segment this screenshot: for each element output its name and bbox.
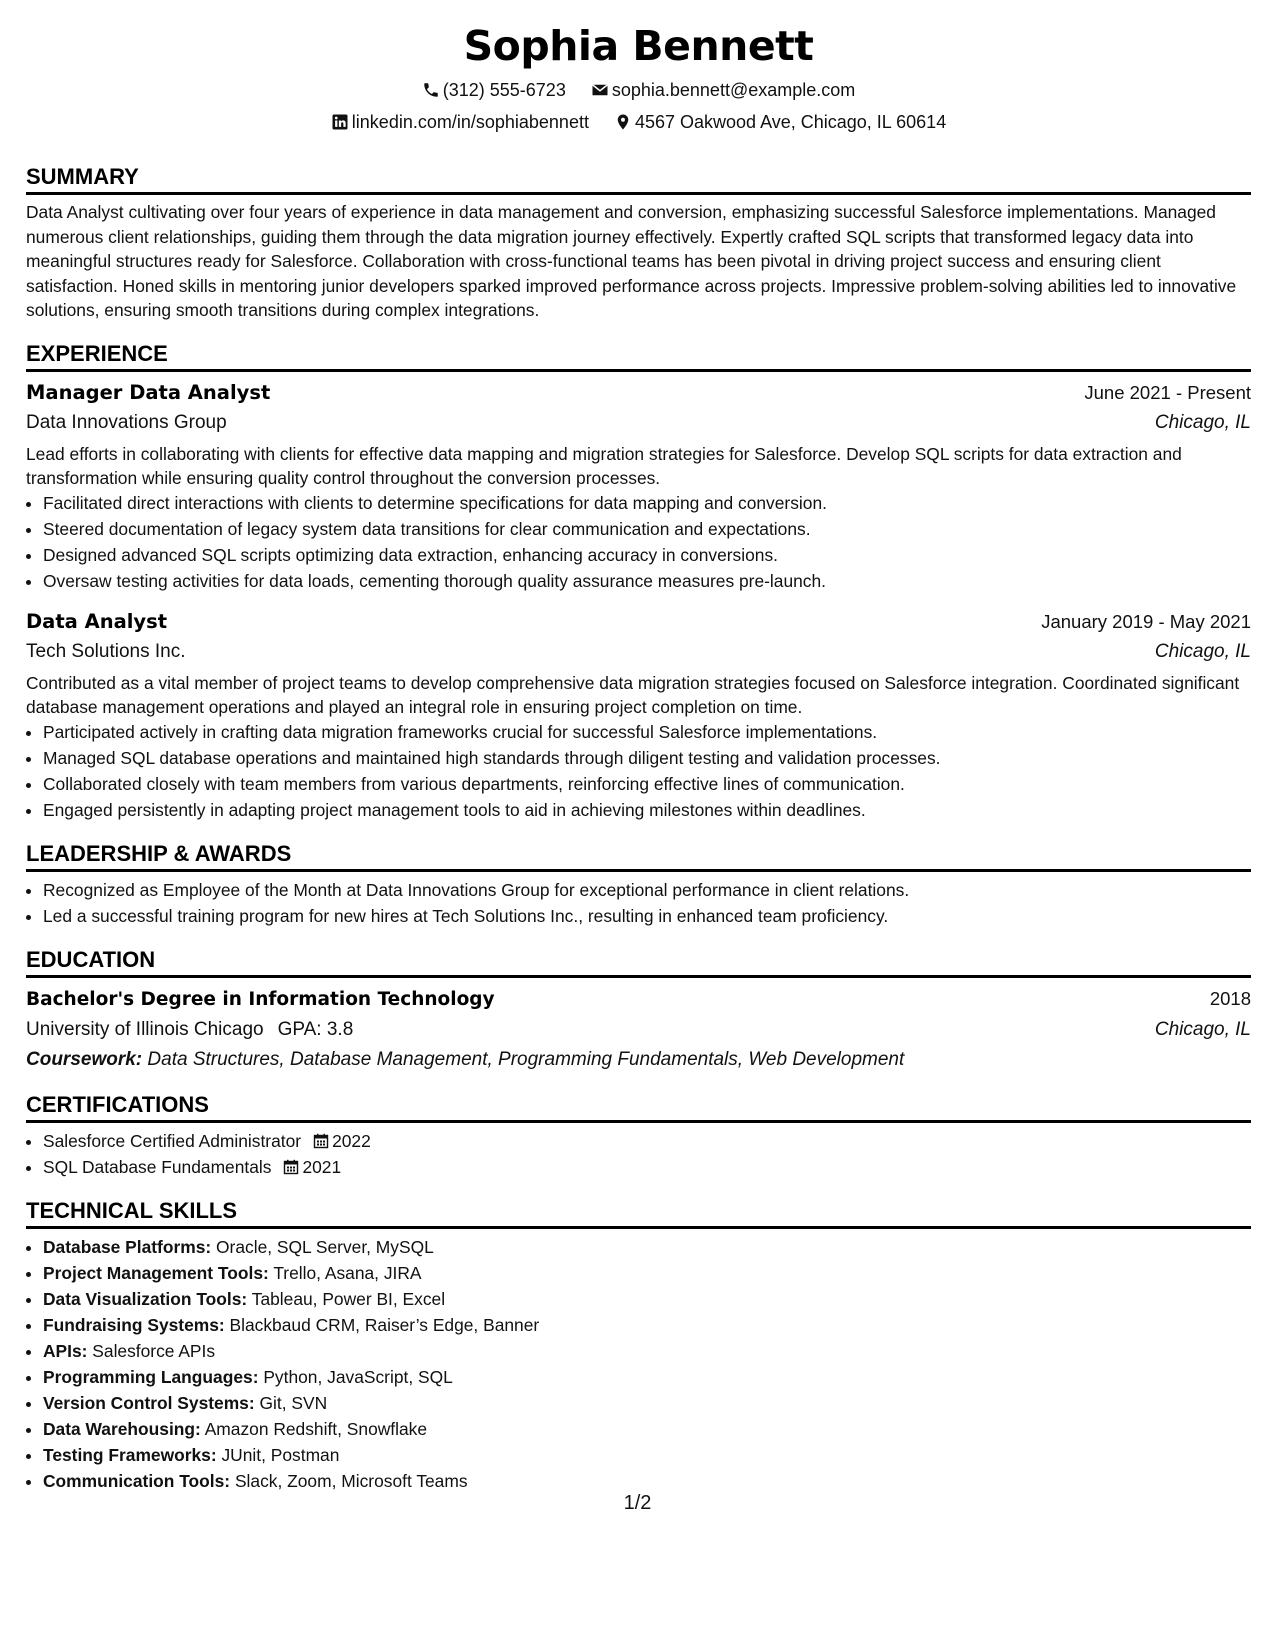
resume-content — [26, 18, 1251, 1494]
list-item: • Led a successful training program for new hires at Tech Solutions Inc., resulting in enhanced team proficiency. — [43, 903, 1251, 929]
skill-label: Fundraising Systems: — [43, 1314, 225, 1335]
list-item — [43, 1128, 1251, 1154]
cert-name: SQL Database Fundamentals — [43, 1156, 272, 1177]
skill-value: Trello, Asana, JIRA — [273, 1262, 422, 1283]
contact-linkedin[interactable] — [331, 106, 589, 138]
job-description: Lead efforts in collaborating with clients for effective data mapping and migration strategies for Salesforce. Develop SQL scripts for data extraction and transformation while ensuring quality control throughout the conversion processes. — [26, 443, 1182, 488]
summary-section — [26, 163, 1251, 323]
cert-year — [271, 1157, 341, 1177]
skill-label: Version Control Systems: — [43, 1392, 255, 1413]
skill-label: Database Platforms: — [43, 1236, 212, 1257]
skill-value: Salesforce APIs — [92, 1340, 216, 1361]
list-item — [43, 1154, 1251, 1180]
coursework — [26, 1045, 1251, 1074]
job-location: Chicago, IL — [1154, 411, 1251, 433]
cert-year-text: 2021 — [302, 1156, 342, 1177]
list-item — [43, 1468, 1251, 1494]
coursework-list: Data Structures, Database Management, Programming Fundamentals, Web Development — [147, 1048, 905, 1070]
skills-section — [26, 1197, 1251, 1494]
list-item — [43, 1260, 1251, 1286]
education-degree-row — [26, 983, 1251, 1015]
certifications-section — [26, 1091, 1251, 1180]
school-name: University of Illinois Chicago — [26, 1018, 264, 1040]
address-text: 4567 Oakwood Ave, Chicago, IL 60614 — [634, 112, 947, 132]
leadership-list — [26, 877, 1251, 929]
skill-label: Project Management Tools: — [43, 1262, 269, 1283]
summary-text: Data Analyst cultivating over four years of experience in data management and conversion, emphasizing successful Salesforce implementations. Managed numerous client relationships, guiding them through the data migration journey effectively. Expertly crafted SQL scripts that transformed legacy data into meaningful structures ready for Salesforce. Collaboration with cross-functional teams has been pivotal in driving project success and ensuring client satisfaction. Honed skills in mentoring junior developers sparked improved performance across projects. Impressive problem-solving abilities led to innovative solutions, ensuring smooth transitions during complex integrations. — [26, 202, 1237, 320]
job-org-row — [26, 637, 1251, 667]
list-item: • Designed advanced SQL scripts optimizing data extraction, enhancing accuracy in conversions. — [43, 542, 1251, 568]
resume-header — [26, 18, 1251, 138]
job-title: Manager Data Analyst — [26, 380, 271, 404]
contact-line-2 — [26, 106, 1251, 138]
graduation-year: 2018 — [1209, 987, 1251, 1009]
section-title-education: EDUCATION — [26, 946, 1251, 978]
job-location: Chicago, IL — [1154, 640, 1251, 662]
page-number: 1/2 — [623, 1492, 652, 1514]
leadership-section — [26, 840, 1251, 929]
list-item — [43, 1286, 1251, 1312]
skills-list — [26, 1234, 1251, 1494]
map-pin-icon — [614, 113, 632, 131]
list-item — [43, 1442, 1251, 1468]
skill-value: Tableau, Power BI, Excel — [251, 1288, 446, 1309]
job-header-row — [26, 377, 1251, 408]
degree-name: Bachelor's Degree in Information Technology — [26, 988, 495, 1010]
skill-label: Programming Languages: — [43, 1366, 259, 1387]
email-text: sophia.bennett@example.com — [611, 80, 856, 100]
list-item: • Oversaw testing activities for data loads, cementing thorough quality assurance measures pre-launch. — [43, 568, 1251, 594]
contact-email[interactable] — [591, 74, 855, 106]
contact-address — [614, 106, 946, 138]
gpa: GPA: 3.8 — [277, 1018, 354, 1040]
section-title-skills: TECHNICAL SKILLS — [26, 1197, 1251, 1229]
job-description: Contributed as a vital member of project teams to develop comprehensive data migration strategies focused on Salesforce integration. Coordinated significant database management operations and played an integral role in ensuring project completion on time. — [26, 672, 1240, 717]
calendar-icon — [283, 1159, 299, 1175]
school-location: Chicago, IL — [1154, 1018, 1251, 1040]
list-item — [43, 1390, 1251, 1416]
candidate-name: Sophia Bennett — [463, 22, 814, 70]
job-company: Data Innovations Group — [26, 411, 227, 433]
skill-value: JUnit, Postman — [221, 1444, 340, 1465]
envelope-icon — [591, 81, 609, 99]
job-dates: June 2021 - Present — [1084, 381, 1251, 403]
job-header-row — [26, 606, 1251, 637]
skill-value: Blackbaud CRM, Raiser’s Edge, Banner — [229, 1314, 540, 1335]
list-item: • Recognized as Employee of the Month at Data Innovations Group for exceptional performance in client relations. — [43, 877, 1251, 903]
school-info — [26, 1015, 353, 1044]
list-item — [43, 1416, 1251, 1442]
list-item: • Facilitated direct interactions with clients to determine specifications for data mapping and conversion. — [43, 490, 1251, 516]
list-item: • Collaborated closely with team members from various departments, reinforcing effective lines of communication. — [43, 771, 1251, 797]
calendar-icon — [313, 1133, 329, 1149]
job-org-row — [26, 408, 1251, 438]
list-item — [43, 1364, 1251, 1390]
contact-line-1 — [26, 74, 1251, 106]
skill-value: Python, JavaScript, SQL — [263, 1366, 453, 1387]
skill-value: Oracle, SQL Server, MySQL — [216, 1236, 434, 1257]
job-bullets — [26, 719, 1251, 823]
section-title-experience: EXPERIENCE — [26, 340, 1251, 372]
job-entry — [26, 606, 1251, 823]
list-item: • Managed SQL database operations and maintained high standards through diligent testing and validation processes. — [43, 745, 1251, 771]
section-title-certifications: CERTIFICATIONS — [26, 1091, 1251, 1123]
skill-label: Testing Frameworks: — [43, 1444, 217, 1465]
job-company: Tech Solutions Inc. — [26, 640, 186, 662]
job-title: Data Analyst — [26, 609, 168, 633]
list-item — [43, 1312, 1251, 1338]
list-item — [43, 1338, 1251, 1364]
linkedin-icon — [331, 113, 349, 131]
skill-label: Data Warehousing: — [43, 1418, 201, 1439]
skill-value: Slack, Zoom, Microsoft Teams — [234, 1470, 468, 1491]
list-item — [43, 1234, 1251, 1260]
cert-year-text: 2022 — [332, 1130, 371, 1151]
skill-label: APIs: — [43, 1340, 88, 1361]
contact-phone — [422, 74, 566, 106]
skill-value: Amazon Redshift, Snowflake — [204, 1418, 428, 1439]
linkedin-text: linkedin.com/in/sophiabennett — [351, 112, 589, 132]
job-bullets — [26, 490, 1251, 594]
job-dates: January 2019 - May 2021 — [1041, 610, 1251, 632]
cert-name: Salesforce Certified Administrator — [43, 1130, 302, 1151]
list-item: • Engaged persistently in adapting project management tools to aid in achieving milestones within deadlines. — [43, 797, 1251, 823]
section-title-summary: SUMMARY — [26, 163, 1251, 195]
experience-section — [26, 340, 1251, 823]
cert-year — [301, 1131, 371, 1151]
skill-value: Git, SVN — [259, 1392, 328, 1413]
education-section — [26, 946, 1251, 1074]
phone-icon — [422, 81, 440, 99]
education-school-row — [26, 1015, 1251, 1045]
phone-text: (312) 555-6723 — [442, 80, 566, 100]
job-entry — [26, 377, 1251, 594]
skill-label: Data Visualization Tools: — [43, 1288, 248, 1309]
section-title-leadership: LEADERSHIP & AWARDS — [26, 840, 1251, 872]
coursework-label: Coursework: — [26, 1048, 143, 1070]
certifications-list — [26, 1128, 1251, 1180]
skill-label: Communication Tools: — [43, 1470, 231, 1491]
list-item: • Steered documentation of legacy system data transitions for clear communication and expectations. — [43, 516, 1251, 542]
list-item: • Participated actively in crafting data migration frameworks crucial for successful Salesforce implementations. — [43, 719, 1251, 745]
